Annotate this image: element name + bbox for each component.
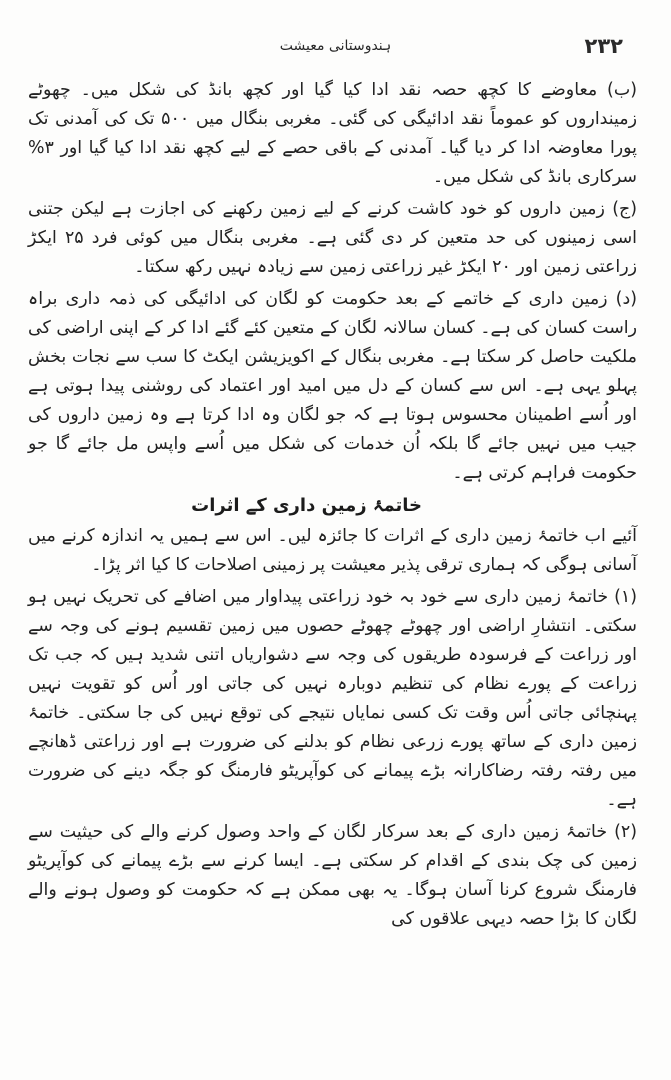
paragraph-compensation: (ب) معاوضے کا کچھ حصہ نقد ادا کیا گیا اور کچھ بانڈ کی شکل میں۔ چھوٹے زمینداروں کو عموماً نقد ادائیگی کی گئی۔ مغربی بنگال میں ۵۰۰ تک کی آمدنی تک پورا معاوضہ ادا کر دیا گیا۔ آمدنی کے باقی حصے کے لیے کچھ نقد ادا کیا گیا اور ۳% سرکاری بانڈ کی شکل میں۔ xyxy=(28,80,638,187)
page-body xyxy=(28,76,637,937)
page-number: ۲۳۲ xyxy=(584,34,623,58)
section-heading: خاتمۂ زمین داری کے اثرات xyxy=(191,495,422,516)
running-head: ہندوستانی معیشت xyxy=(279,38,392,54)
paragraph-effects-intro: آئیے اب خاتمۂ زمین داری کے اثرات کا جائزہ لیں۔ اس سے ہمیں یہ اندازہ کرنے میں آسانی ہوگی کہ ہماری ترقی پذیر معیشت پر زمینی اصلاحات کا کیا اثر پڑا۔ xyxy=(28,526,637,575)
paragraph-effect-two: (۲) خاتمۂ زمین داری کے بعد سرکار لگان کے واحد وصول کرنے والے کی حیثیت سے زمین کی چک بندی کے اقدام کر سکتی ہے۔ ایسا کرنے سے بڑے پیمانے کی کوآپریٹو فارمنگ شروع کرنا آسان ہوگا۔ یہ بھی ممکن ہے کہ حکومت کو وصول ہونے والے لگان کا بڑا حصہ دیہی علاقوں کی xyxy=(28,822,637,929)
paragraph-land-retention: (ج) زمین داروں کو خود کاشت کرنے کے لیے زمین رکھنے کی اجازت ہے لیکن جتنی اسی زمینوں کی حد متعین کر دی گئی ہے۔ مغربی بنگال میں کوئی فرد ۲۵ ایکڑ زراعتی زمین اور ۲۰ ایکڑ غیر زراعتی زمین سے زیادہ نہیں رکھ سکتا۔ xyxy=(28,199,637,277)
paragraph-effect-one: (۱) خاتمۂ زمین داری سے خود بہ خود زراعتی پیداوار میں اضافے کی تحریک نہیں ہو سکتی۔ انتشارِ اراضی اور چھوٹے چھوٹے حصوں میں زمین تقسیم ہونے کی وجہ سے اور زراعت کے فرسودہ طریقوں کی وجہ سے دشواریاں اتنی شدید ہیں کہ جب تک زراعت کے پورے نظام کی تنظیم دوبارہ نہیں کی جاتی اور اُس کو تقویت نہیں پہنچائی جاتی اُس وقت تک کسی نمایاں نتیجے کی توقع نہیں کی جا سکتی۔ خاتمۂ زمین داری کے ساتھ پورے زرعی نظام کو بدلنے کی ضرورت ہے اور زراعتی ڈھانچے میں رفتہ رفتہ رضاکارانہ بڑے پیمانے کی کوآپریٹو فارمنگ کو جگہ دینے کی ضرورت ہے۔ xyxy=(28,587,637,810)
page-header xyxy=(0,34,671,64)
paragraph-rent-payment: (د) زمین داری کے خاتمے کے بعد حکومت کو لگان کی ادائیگی کی ذمہ داری براہ راست کسان کی ہے۔ کسان سالانہ لگان کے متعین کئے گئے ادا کر کے اپنی اراضی کی ملکیت حاصل کر سکتا ہے۔ مغربی بنگال کے اکویزیشن ایکٹ کا سب سے نجات بخش پہلو یہی ہے۔ اس سے کسان کے دل میں امید اور اعتماد کی روشنی پیدا ہوتی ہے اور اُسے اطمینان محسوس ہوتا ہے کہ جو لگان وہ ادا کرتا ہے وہ زمین داروں کی جیب میں نہیں جائے گا بلکہ اُن خدمات کی شکل میں اُسے واپس مل جائے گا جو حکومت فراہم کرتی ہے۔ xyxy=(28,289,637,483)
